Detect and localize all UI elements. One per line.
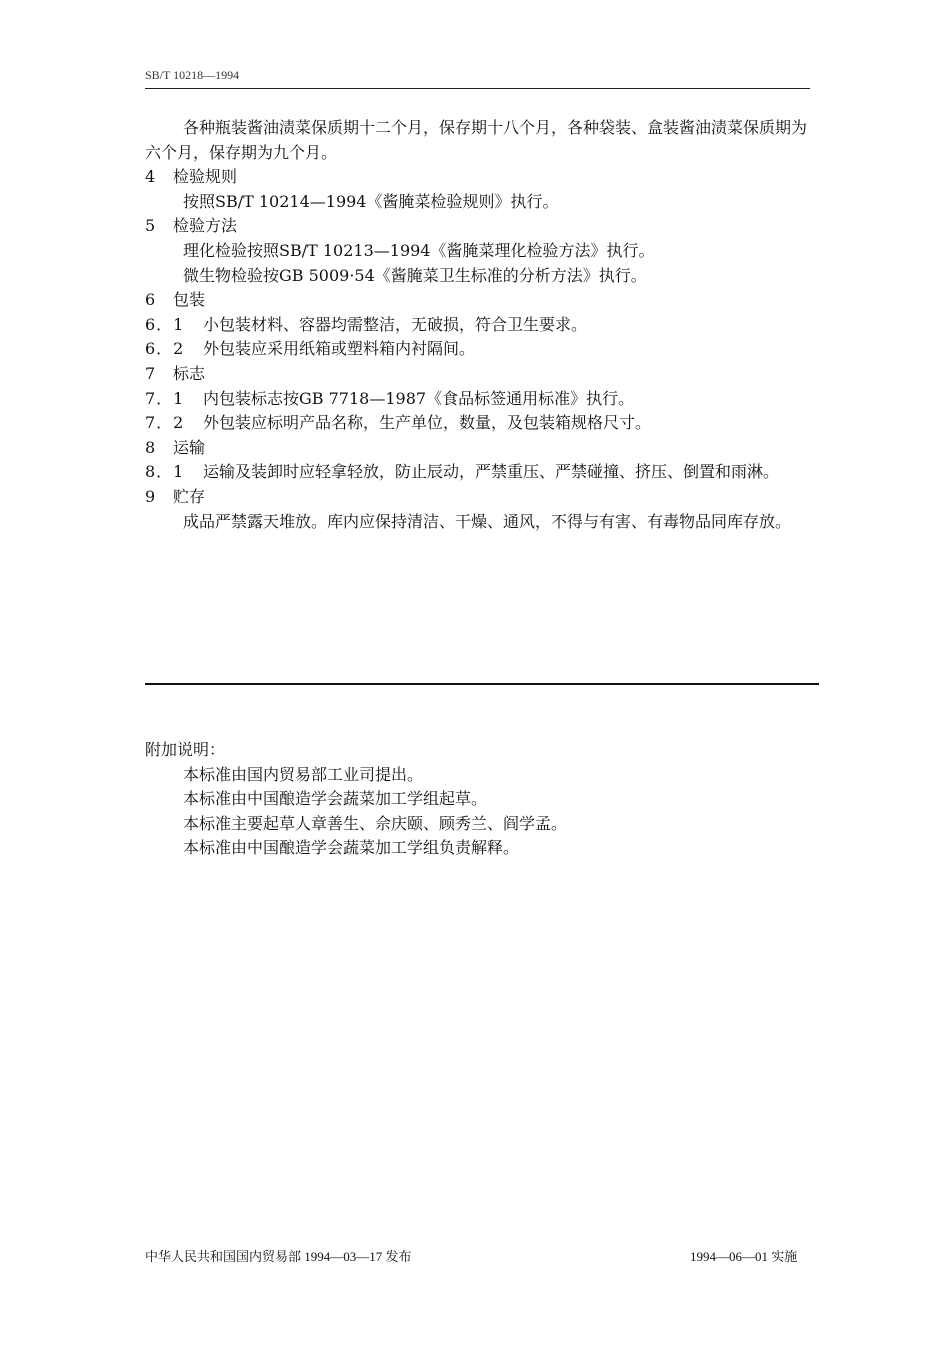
section-7-heading xyxy=(145,362,810,387)
section-title: 包装 xyxy=(173,290,206,310)
header-rule xyxy=(145,88,810,89)
section-5-text-1: 理化检验按照SB/T 10213—1994《酱腌菜理化检验方法》执行。 xyxy=(183,240,655,260)
section-7-1 xyxy=(145,387,810,412)
clause-number: 7．1 xyxy=(145,388,185,408)
clause-text: 外包装应标明产品名称，生产单位，数量，及包装箱规格尺寸。 xyxy=(203,413,652,433)
clause-number: 6．1 xyxy=(145,314,185,334)
section-8-heading xyxy=(145,436,810,461)
document-code: SB/T 10218—1994 xyxy=(145,68,240,82)
notes-line: 本标准由中国酿造学会蔬菜加工学组负责解释。 xyxy=(183,838,520,858)
notes-line: 本标准由国内贸易部工业司提出。 xyxy=(183,764,424,784)
storage-paragraph: 各种瓶装酱油渍菜保质期十二个月，保存期十八个月，各种袋装、盒装酱油渍菜保质期为六个月，保存期为九个月。 xyxy=(145,118,808,162)
section-6-1 xyxy=(145,313,810,338)
section-number: 6 xyxy=(145,290,156,310)
issue-date: 中华人民共和国国内贸易部 1994—03—17 发布 xyxy=(145,1249,412,1264)
section-8-1 xyxy=(145,460,810,485)
section-4-text: 按照SB/T 10214—1994《酱腌菜检验规则》执行。 xyxy=(183,191,559,211)
section-title: 运输 xyxy=(173,437,206,457)
notes-heading: 附加说明： xyxy=(145,740,226,759)
section-title: 检验规则 xyxy=(173,167,238,187)
main-text xyxy=(145,116,810,534)
section-title: 贮存 xyxy=(173,486,206,506)
clause-text: 小包装材料、容器均需整洁，无破损，符合卫生要求。 xyxy=(203,314,588,334)
section-9-text: 成品严禁露天堆放。库内应保持清洁、干燥、通风，不得与有害、有毒物品同库存放。 xyxy=(183,511,792,531)
section-number: 8 xyxy=(145,437,156,457)
section-4-heading xyxy=(145,165,810,190)
section-number: 7 xyxy=(145,363,156,383)
section-number: 9 xyxy=(145,486,156,506)
section-5-text-2: 微生物检验按GB 5009·54《酱腌菜卫生标准的分析方法》执行。 xyxy=(183,265,647,285)
section-number: 5 xyxy=(145,216,156,236)
notes-line: 本标准主要起草人章善生、佘庆颐、顾秀兰、阎学孟。 xyxy=(183,813,568,833)
section-9-heading xyxy=(145,485,810,510)
clause-number: 8．1 xyxy=(145,462,185,482)
notes-line: 本标准由中国酿造学会蔬菜加工学组起草。 xyxy=(183,789,488,809)
end-rule xyxy=(145,683,819,685)
additional-notes xyxy=(145,738,810,861)
clause-text: 运输及装卸时应轻拿轻放，防止辰动，严禁重压、严禁碰撞、挤压、倒置和雨淋。 xyxy=(203,462,780,482)
section-title: 检验方法 xyxy=(173,216,238,236)
section-7-2 xyxy=(145,411,810,436)
clause-number: 7．2 xyxy=(145,413,185,433)
clause-number: 6．2 xyxy=(145,339,185,359)
section-title: 标志 xyxy=(173,363,206,383)
section-6-2 xyxy=(145,337,810,362)
section-6-heading xyxy=(145,288,810,313)
clause-text: 内包装标志按GB 7718—1987《食品标签通用标准》执行。 xyxy=(203,388,635,408)
section-number: 4 xyxy=(145,167,156,187)
section-5-heading xyxy=(145,214,810,239)
effective-date: 1994—06—01 实施 xyxy=(690,1249,798,1264)
clause-text: 外包装应采用纸箱或塑料箱内衬隔间。 xyxy=(203,339,476,359)
